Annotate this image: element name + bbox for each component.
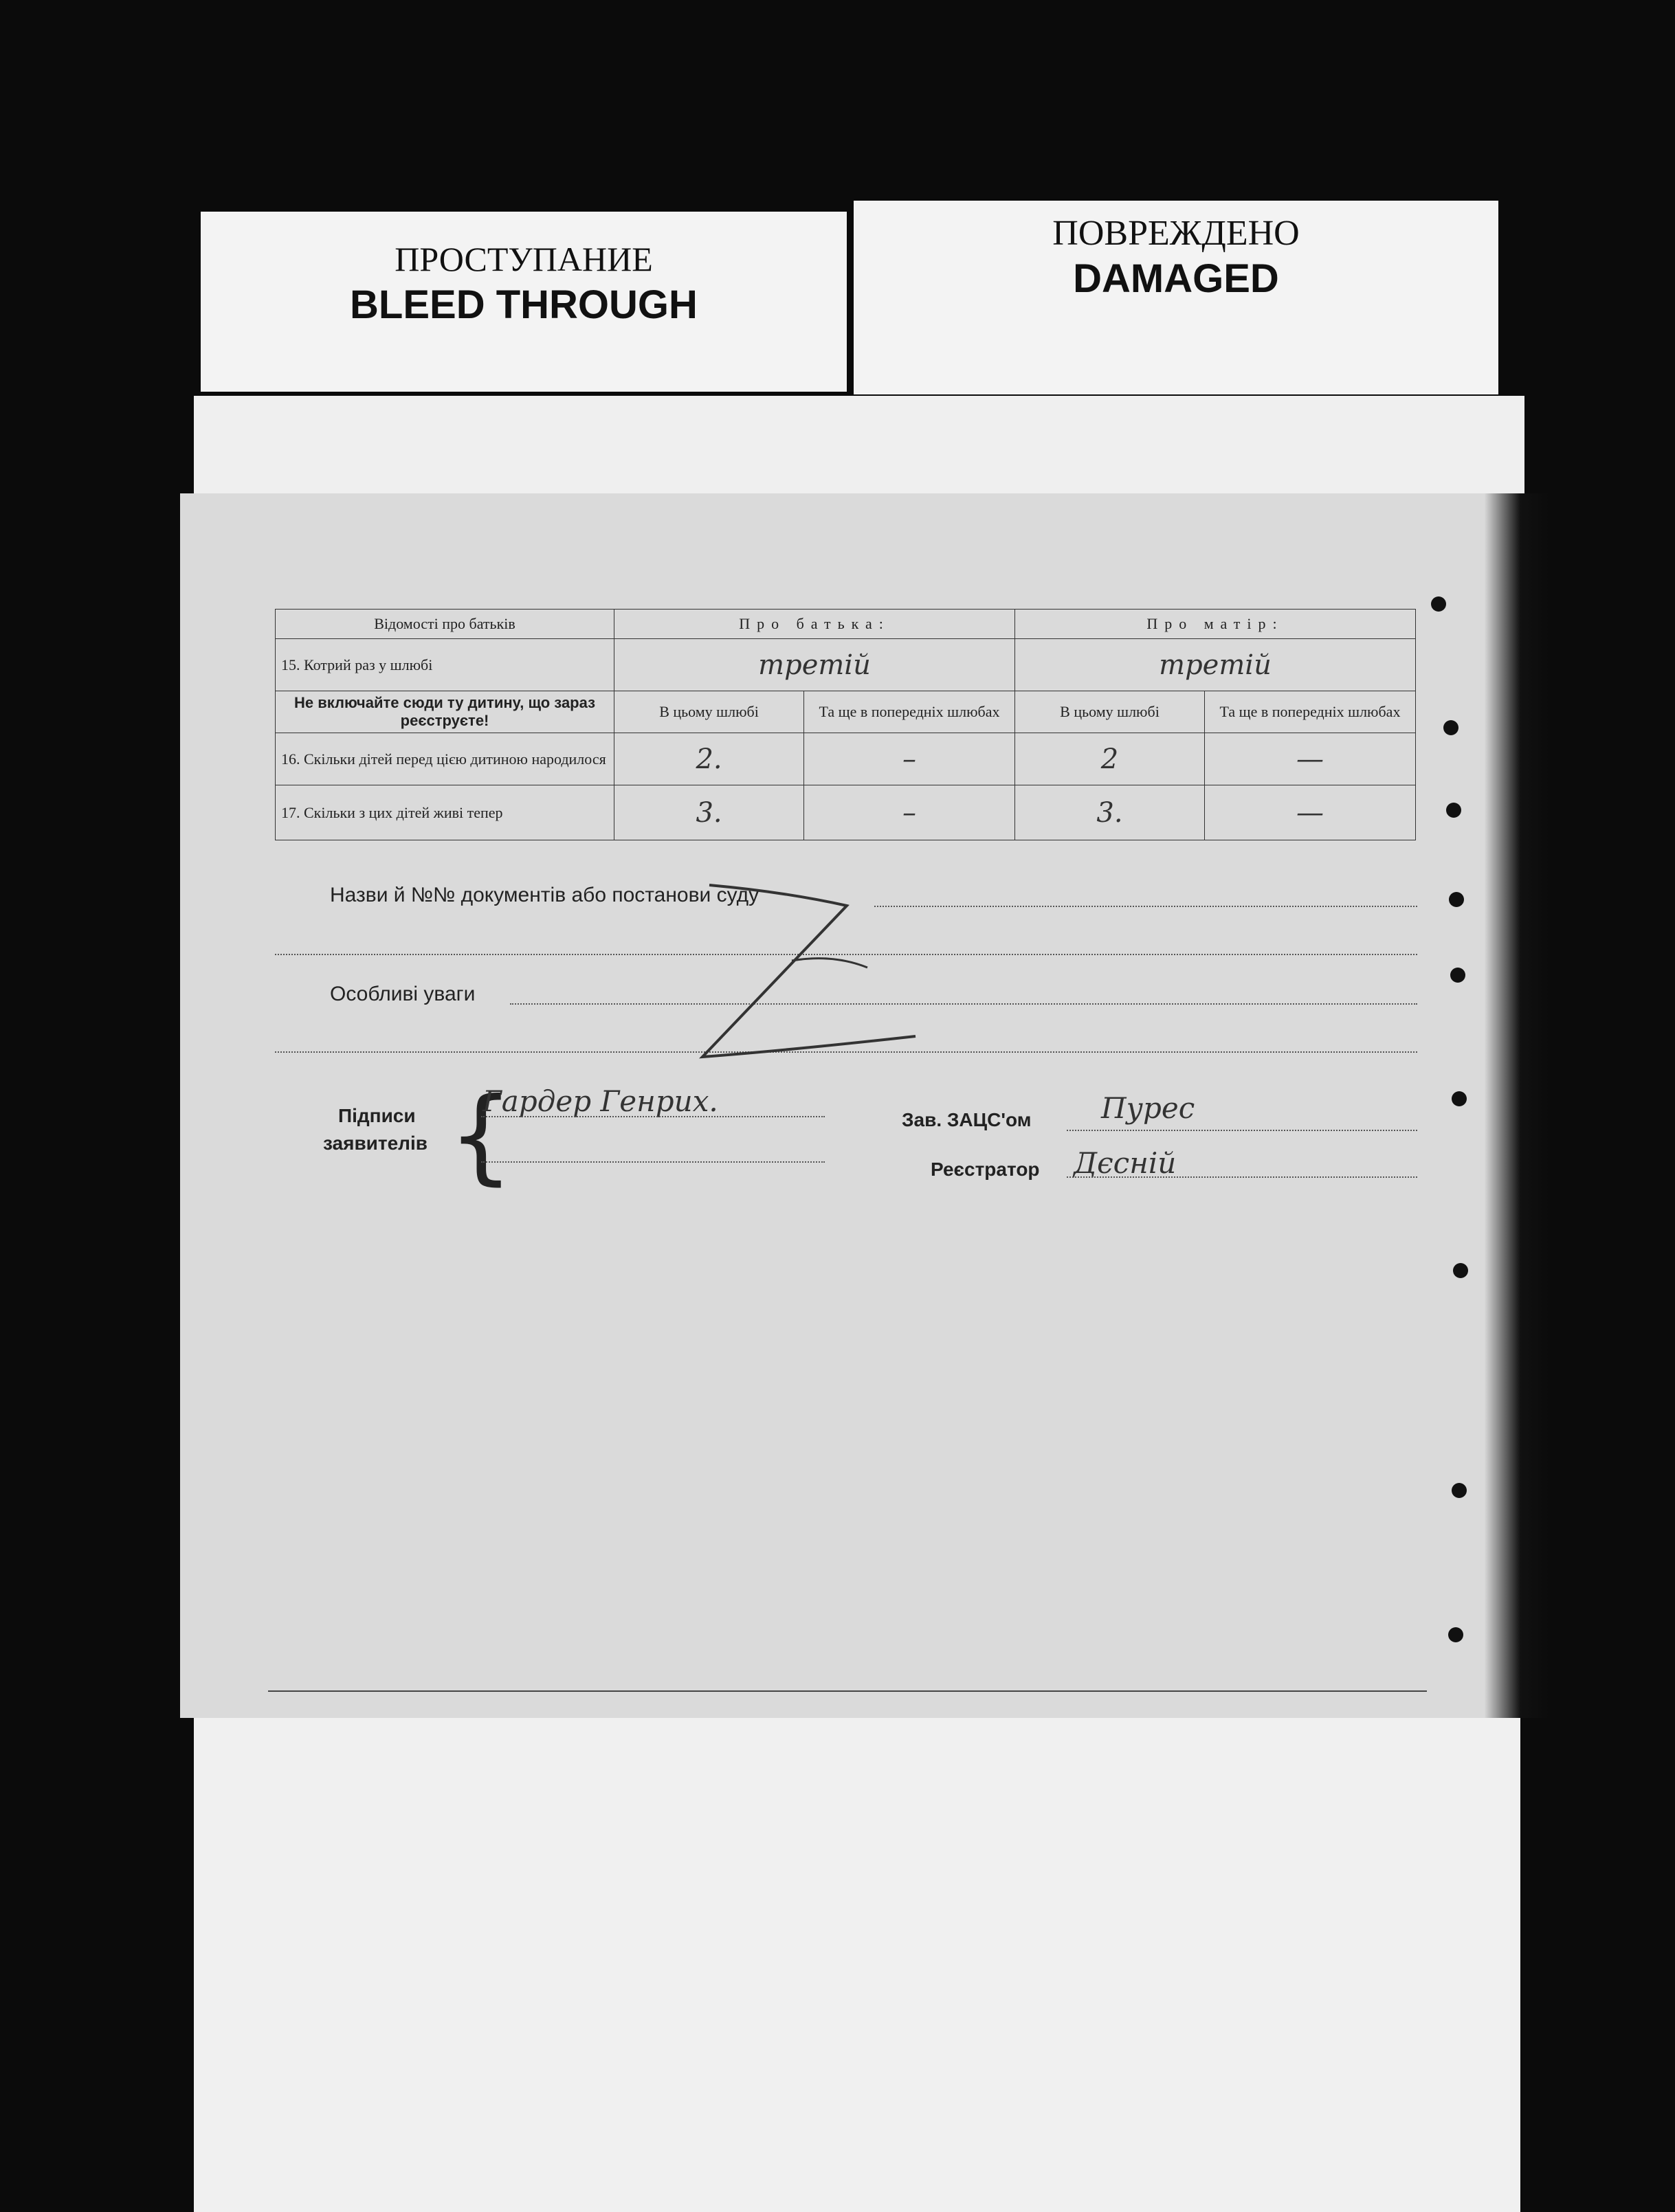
row15-father-value: третій: [614, 639, 1015, 691]
registrar-sign-line: [1067, 1176, 1417, 1178]
row16-label: 16. Скільки дітей перед цією дитиною народилося: [276, 733, 614, 785]
row17-mother-this: 3.: [1015, 785, 1205, 840]
bleed-through-ru: ПРОСТУПАНИЕ: [395, 240, 653, 278]
blank-separator-sheet: [194, 396, 1524, 506]
applicants-label-1: Підписи: [338, 1105, 416, 1126]
registrar-label: Реєстратор: [931, 1159, 1040, 1180]
punch-hole: [1431, 596, 1446, 612]
row17-mother-prev: —: [1204, 785, 1415, 840]
remarks-line: [510, 1003, 1417, 1005]
row17-father-this: 3.: [614, 785, 804, 840]
blank-backing-sheet: [194, 1677, 1520, 2212]
head-zags-label: Зав. ЗАЦС'ом: [902, 1109, 1032, 1130]
header-about-mother: Про матір:: [1015, 610, 1416, 639]
table-row: [276, 733, 1416, 785]
registration-form-page: [180, 493, 1549, 1718]
father-this-marriage-header: В цьому шлюбі: [614, 691, 804, 733]
header-about-father: Про батька:: [614, 610, 1015, 639]
documents-line: [874, 906, 1417, 907]
table-header-row: [276, 610, 1416, 639]
bleed-through-en: BLEED THROUGH: [350, 282, 698, 327]
damaged-edge: [1405, 493, 1549, 1718]
applicant-sign-line-1: [481, 1116, 825, 1117]
row16-father-prev: –: [804, 733, 1015, 785]
mother-previous-header: Та ще в попередніх шлюбах: [1204, 691, 1415, 733]
registrar-signature: Дєсній: [1074, 1146, 1177, 1180]
punch-hole: [1453, 1263, 1468, 1278]
applicant-signature: Гардер Генрих.: [482, 1084, 718, 1118]
exclusion-note: Не включайте сюди ту дитину, що зараз реєструєте!: [276, 691, 614, 733]
punch-hole: [1446, 803, 1461, 818]
documents-label: Назви й №№ документів або постанови суду: [330, 884, 759, 906]
row15-mother-value: третій: [1015, 639, 1416, 691]
row16-father-this: 2.: [614, 733, 804, 785]
punch-hole: [1449, 892, 1464, 907]
punch-hole: [1443, 720, 1458, 735]
punch-hole: [1452, 1091, 1467, 1106]
bleed-through-tag: [201, 212, 847, 392]
cancellation-z-mark: [689, 878, 950, 1084]
row16-mother-prev: —: [1204, 733, 1415, 785]
punch-hole: [1450, 968, 1465, 983]
father-previous-header: Та ще в попередніх шлюбах: [804, 691, 1015, 733]
row16-mother-this: 2: [1015, 733, 1205, 785]
damaged-en: DAMAGED: [1073, 256, 1279, 301]
mother-this-marriage-header: В цьому шлюбі: [1015, 691, 1205, 733]
applicant-sign-line-2: [481, 1161, 825, 1163]
table-subheader-row: [276, 691, 1416, 733]
damaged-tag: [854, 201, 1498, 394]
head-sign-line: [1067, 1130, 1417, 1131]
row15-label: 15. Котрий раз у шлюбі: [276, 639, 614, 691]
brace-icon: {: [448, 1076, 514, 1196]
damaged-ru: ПОВРЕЖДЕНО: [1052, 214, 1300, 253]
bottom-rule: [268, 1690, 1427, 1692]
punch-hole: [1448, 1627, 1463, 1642]
parents-info-table: [275, 609, 1416, 840]
header-parents-info: Відомості про батьків: [276, 610, 614, 639]
remarks-label: Особливі уваги: [330, 983, 476, 1005]
table-row: [276, 639, 1416, 691]
table-row: [276, 785, 1416, 840]
row17-father-prev: –: [804, 785, 1015, 840]
head-signature: Пурес: [1101, 1091, 1195, 1125]
row17-label: 17. Скільки з цих дітей живі тепер: [276, 785, 614, 840]
applicants-label-2: заявителів: [323, 1132, 428, 1154]
punch-hole: [1452, 1483, 1467, 1498]
